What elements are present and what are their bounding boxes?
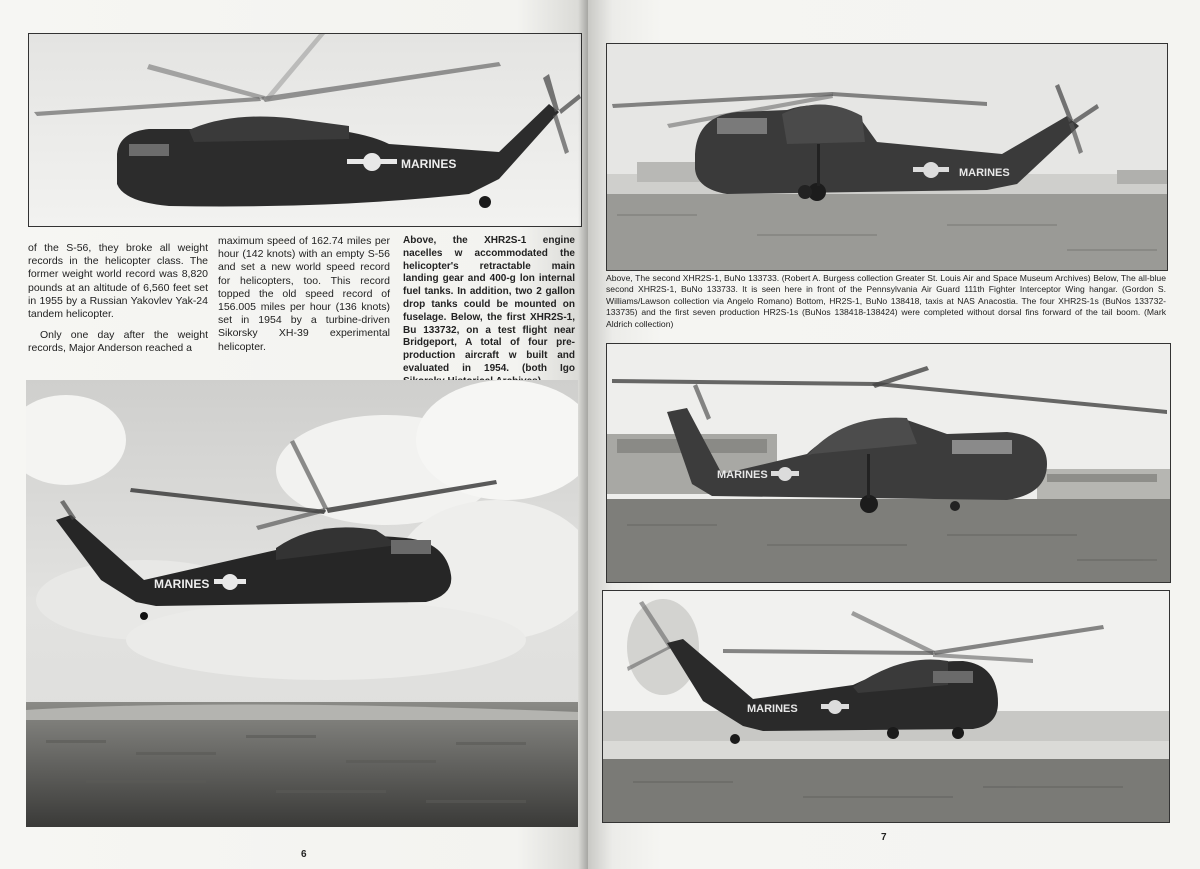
marines-marking: MARINES (401, 157, 457, 171)
marines-marking: MARINES (717, 469, 768, 481)
body-text-column-1 (28, 242, 208, 364)
photo-all-blue-xhr2s-1 (606, 343, 1171, 583)
page-number: 7 (881, 832, 887, 843)
caption-text: Above, The second XHR2S-1, BuNo 133733. (Robert A. Burgess collection Greater St. Louis Air and Space Museum Archives) Below, The all-blue second XHR2S-1, BuNo 133733. It is seen here in front of the Pennsylvania Air Guard 111th Fighter Interceptor Wing hangar. (Gordon S. Williams/Lawson collection via Angelo Romano) Bottom, HR2S-1, BuNo 138418, taxis at NAS Anacostia. The four XHR2S-1s (BuNos 133732-133735) and the first seven production HR2S-1s (BuNos 138418-138424) were completed without dorsal fins forward of the tail boom. (Mark Aldrich collection) (606, 273, 1166, 329)
photo-caption-right (606, 273, 1166, 330)
photo-caption (403, 235, 575, 389)
photo-second-xhr2s-1 (606, 43, 1168, 271)
body-text-column-2 (218, 235, 390, 362)
photo-xhr2s-nacelles (28, 33, 582, 227)
caption-text: Above, the XHR2S-1 engine nacelles w accommodated the helicopter's retractable main landing gear and 400-g lon internal fuel tanks. In addition, two 2 gallon drop tanks could be mounted on fuselage. Below, the first XHR2S-1, Bu 133732, on a test flight near Bridgeport, A total of four pre-production aircraft w built and evaluated in 1954. (both Igo (403, 235, 575, 374)
paragraph: of the S-56, they broke all weight records in the helicopter class. The former weight world record was 8,820 pounds at an altitude of 6,560 feet set in 1955 by a Russian Yakovlev Yak-24 tandem helicopter. (28, 242, 208, 321)
marines-marking: MARINES (747, 703, 798, 715)
paragraph: Only one day after the weight records, Major Anderson reached a (28, 329, 208, 355)
photo-hr2s-1-taxiing (602, 590, 1170, 823)
marines-marking: MARINES (959, 167, 1010, 179)
page-number: 6 (301, 849, 307, 860)
right-page (588, 0, 1200, 869)
paragraph: maximum speed of 162.74 miles per hour (142 knots) with an empty S-56 and set a new world speed record for helicopters, too. This record topped the old speed record of 156.005 miles per hour (136 knots) set in 1954 by a turbine-driven Sikorsky XH-39 experimental helicopter. (218, 235, 390, 353)
photo-xhr2s-test-flight (26, 380, 578, 827)
left-page (0, 0, 588, 869)
marines-marking: MARINES (154, 577, 210, 591)
